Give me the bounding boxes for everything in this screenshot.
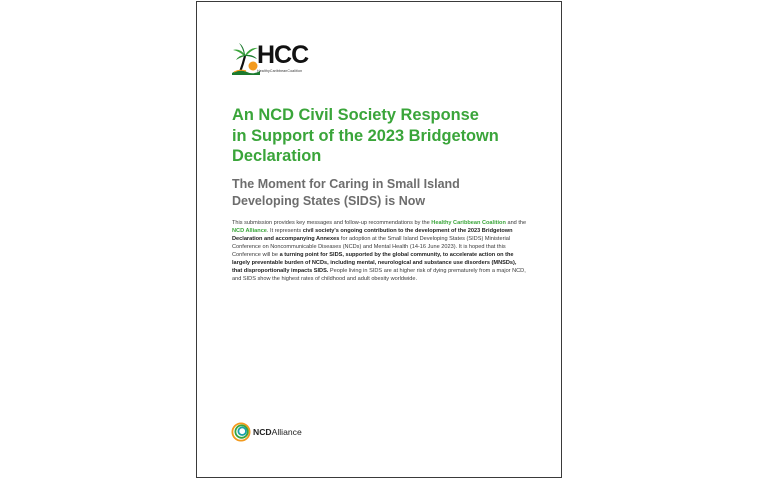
intro-text-1: This submission provides key messages and follow-up recommendations by the xyxy=(232,220,432,226)
ncd-alliance-rings-icon xyxy=(231,422,251,442)
intro-bold-2: a turning point for SIDS, supported by the global community, to accelerate action on the largely preventable burden of NCDs, including mental, neurological and substance use disorders (MNSDs), that disproportionally impacts SIDS. xyxy=(232,251,517,274)
intro-bold-1: civil society's ongoing contribution to the development of the 2023 Bridgetown Declaration and accompanying Annexes xyxy=(232,227,513,242)
intro-text-3: . It represents xyxy=(266,227,303,234)
document-subtitle: The Moment for Caring in Small Island Developing States (SIDS) is Now xyxy=(232,177,460,208)
intro-text-4: for adoption at the Small Island Developing States (SIDS) Ministerial Conference on Noncommunicable Diseases (NCDs) and Mental Health (14-16 June 2023). It is hoped that this Conference will be xyxy=(232,235,511,258)
intro-paragraph xyxy=(232,220,528,284)
document-page xyxy=(196,1,562,478)
document-title: An NCD Civil Society Response in Support of the 2023 Bridgetown Declaration xyxy=(232,106,499,165)
intro-text-5: People living in SIDS are at higher risk of dying prematurely from a major NCD, and SIDS show the highest rates of childhood and adult obesity worldwide. xyxy=(232,267,526,282)
ncd-alliance-wordmark xyxy=(253,427,302,437)
intro-text-2: and the xyxy=(505,220,527,226)
ncd-wordmark-rest: Alliance xyxy=(271,427,302,437)
hcc-logo-subtitle: HealthyCaribbeanCoalition xyxy=(257,69,303,73)
link-ncd-alliance[interactable]: NCD Alliance xyxy=(232,227,267,234)
hcc-logo-letters: HCC xyxy=(257,41,309,69)
ncd-alliance-logo xyxy=(231,421,321,443)
hcc-logo xyxy=(231,42,321,76)
link-healthy-caribbean-coalition[interactable]: Healthy Caribbean Coalition xyxy=(431,220,506,226)
ncd-wordmark-bold: NCD xyxy=(253,427,272,437)
